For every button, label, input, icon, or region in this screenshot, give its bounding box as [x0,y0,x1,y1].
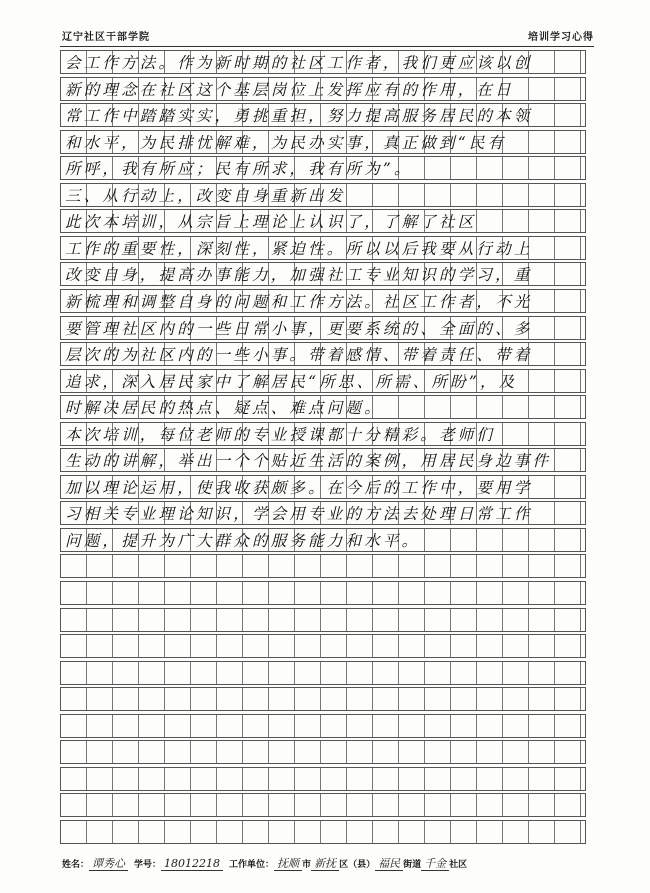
street-label: 街道 [403,860,422,870]
handwritten-line: 本次培训，每位老师的专业授课都十分精彩。老师们 [65,425,496,444]
grid-row [60,316,586,340]
city-label: 市 [302,860,312,870]
handwritten-line: 此次本培训，从宗旨上理论上认识了，了解了社区 [65,213,477,232]
grid-row [60,50,586,74]
handwritten-line: 三、从行动上，改变自身重新出发 [65,186,346,205]
student-id-value: 18012218 [161,857,223,871]
handwritten-line: 工作的重要性，深刻性，紧迫性。所以以后我要从行动上 [65,239,533,258]
handwritten-line: 新梳理和调整自身的问题和工作方法。社区工作者，不光 [65,292,533,311]
student-id-label: 学号： [134,860,162,870]
name-label: 姓名： [62,860,90,870]
handwritten-line: 追求，深入居民家中了解居民“所思、所需、所盼”，及 [65,372,518,391]
handwritten-line: 新的理念在社区这个基层岗位上发挥应有的作用，在日 [65,80,514,99]
handwritten-line: 习相关专业理论知识，学会用专业的方法去处理日常工作 [65,505,533,524]
handwritten-line: 要管理社区内的一些日常小事，更要系统的、全面的、多 [65,319,533,338]
name-value: 谭秀心 [89,857,128,871]
grid-row [60,209,586,233]
handwritten-line: 问题，提升为广大群众的服务能力和水平。 [65,531,421,550]
grid-row [60,608,586,632]
writing-grid [60,50,586,846]
grid-row [60,740,586,764]
city-value: 抚顺 [274,857,302,871]
grid-row [60,289,586,313]
grid-row [60,395,586,419]
grid-row [60,183,586,207]
grid-row [60,501,586,525]
grid-row [60,422,586,446]
grid-row [60,262,586,286]
handwritten-line: 生动的讲解，举出一个个贴近生活的案例，用居民身边事件 [65,452,552,471]
grid-row [60,554,586,578]
handwritten-line: 会工作方法。作为新时期的社区工作者，我们更应该以创 [65,54,533,72]
community-value: 千金 [421,857,449,871]
handwritten-line: 改变自身，提高办事能力，加强社工专业知识的学习，重 [65,266,533,285]
handwritten-line: 时解决居民的热点、疑点、难点问题。 [65,399,383,418]
handwritten-line: 常工作中踏踏实实，勇挑重担，努力提高服务居民的本领 [65,107,533,126]
grid-row [60,342,586,366]
grid-row [60,103,586,127]
grid-row [60,820,586,844]
community-label: 社区 [449,860,468,870]
grid-row [60,714,586,738]
district-value: 新抚 [311,857,339,871]
grid-row [60,475,586,499]
work-unit-label: 工作单位： [229,860,275,870]
handwritten-line: 层次的为社区内的一些小事。带着感情、带着责任、带着 [65,346,533,365]
grid-row [60,369,586,393]
header-divider [60,46,594,47]
grid-row [60,77,586,101]
district-label: 区（县） [339,860,376,870]
grid-row [60,661,586,685]
grid-row [60,448,586,472]
handwritten-line: 所呼，我有所应；民有所求，我有所为”。 [65,160,413,179]
grid-row [60,528,586,552]
document-type-header: 培训学习心得 [528,32,594,43]
institution-header: 辽宁社区干部学院 [62,32,150,43]
grid-row [60,687,586,711]
grid-row [60,634,586,658]
street-value: 福民 [375,857,403,871]
grid-row [60,793,586,817]
handwritten-line: 和水平，为民排忧解难，为民办实事，真正做到“民有 [65,133,507,152]
grid-row [60,236,586,260]
grid-row [60,581,586,605]
signature-footer [62,855,467,871]
grid-row [60,130,586,154]
grid-row [60,767,586,791]
grid-row [60,156,586,180]
handwritten-line: 加以理论运用，使我收获颇多。在今后的工作中，要用学 [65,478,533,497]
